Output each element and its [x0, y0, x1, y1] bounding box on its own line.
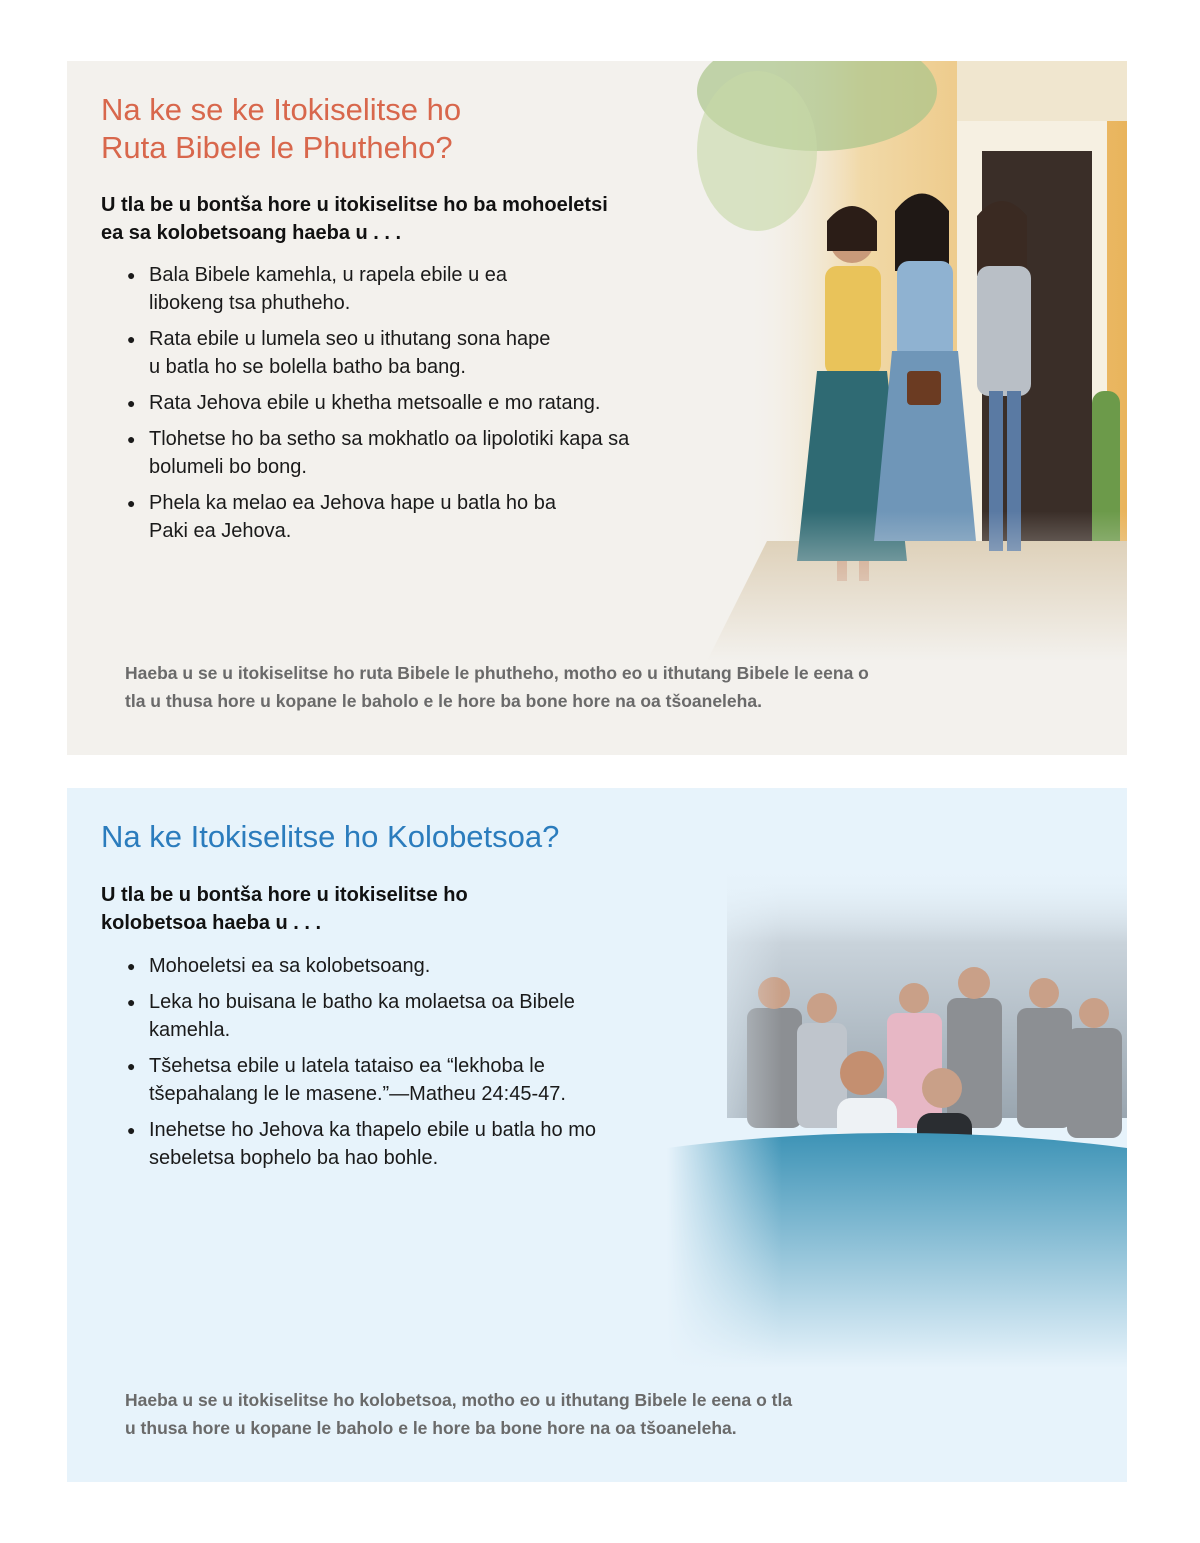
list-item-line: Phela ka melao ea Jehova hape u batla ho ba	[149, 492, 556, 514]
list-item	[127, 425, 629, 481]
note-line: Haeba u se u itokiselitse ho kolobetsoa, motho eo u ithutang Bibele le eena o tla	[125, 1390, 793, 1410]
section-title-line: Ruta Bibele le Phutheho?	[101, 130, 453, 165]
bullet-icon: ●	[127, 395, 136, 411]
list-item	[127, 389, 629, 417]
list-item-line: Tšehetsa ebile u latela tataiso ea “lekhoba le	[149, 1055, 545, 1077]
intro-line: U tla be u bontša hore u itokiselitse ho	[101, 884, 468, 906]
list-item-line: Inehetse ho Jehova ka thapelo ebile u batla ho mo	[149, 1119, 596, 1141]
bullet-icon: ●	[127, 994, 136, 1010]
intro-line: U tla be u bontša hore u itokiselitse ho ba mohoeletsi	[101, 194, 608, 216]
bullet-icon: ●	[127, 495, 136, 511]
section-intro	[101, 191, 691, 247]
list-item	[127, 261, 629, 317]
list-item	[127, 489, 629, 545]
requirements-list	[127, 952, 596, 1180]
list-item-line: tšepahalang le le masene.”—Matheu 24:45-47.	[149, 1083, 566, 1105]
note-line: Haeba u se u itokiselitse ho ruta Bibele le phutheho, motho eo u ithutang Bibele le eena o	[125, 663, 869, 683]
bullet-icon: ●	[127, 267, 136, 283]
section-title: Na ke Itokiselitse ho Kolobetsoa?	[101, 819, 560, 854]
list-item-line: Bala Bibele kamehla, u rapela ebile u ea	[149, 264, 508, 286]
baptism-illustration	[667, 848, 1127, 1368]
list-item	[127, 1116, 596, 1172]
prepare-baptism-section	[67, 788, 1127, 1482]
note-line: tla u thusa hore u kopane le baholo e le hore ba bone hore na oa tšoaneleha.	[125, 691, 762, 711]
requirements-list	[127, 261, 629, 553]
section-note	[125, 1386, 925, 1442]
list-item-line: Tlohetse ho ba setho sa mokhatlo oa lipolotiki kapa sa	[149, 428, 630, 450]
list-item-line: kamehla.	[149, 1019, 231, 1041]
section-title	[101, 91, 701, 167]
section-note	[125, 659, 1005, 715]
list-item	[127, 325, 629, 381]
list-item-line: libokeng tsa phutheho.	[149, 292, 351, 314]
section-title-line: Na ke se ke Itokiselitse ho	[101, 92, 462, 127]
list-item-line: bolumeli bo bong.	[149, 456, 307, 478]
bullet-icon: ●	[127, 1058, 136, 1074]
list-item	[127, 1052, 596, 1108]
note-line: u thusa hore u kopane le baholo e le hore ba bone hore na oa tšoaneleha.	[125, 1418, 737, 1438]
list-item	[127, 988, 596, 1044]
list-item-line: sebeletsa bophelo ba hao bohle.	[149, 1147, 439, 1169]
list-item-line: Rata Jehova ebile u khetha metsoalle e mo ratang.	[149, 392, 601, 414]
intro-line: kolobetsoa haeba u . . .	[101, 912, 322, 934]
bullet-icon: ●	[127, 431, 136, 447]
intro-line: ea sa kolobetsoang haeba u . . .	[101, 222, 402, 244]
list-item-line: Leka ho buisana le batho ka molaetsa oa Bibele	[149, 991, 575, 1013]
list-item-line: Paki ea Jehova.	[149, 520, 292, 542]
ministry-doorstep-illustration	[687, 61, 1127, 661]
list-item-line: Rata ebile u lumela seo u ithutang sona hape	[149, 328, 551, 350]
section-intro	[101, 881, 531, 937]
list-item-line: u batla ho se bolella batho ba bang.	[149, 356, 466, 378]
bullet-icon: ●	[127, 958, 136, 974]
list-item-line: Mohoeletsi ea sa kolobetsoang.	[149, 955, 431, 977]
list-item	[127, 952, 596, 980]
bullet-icon: ●	[127, 331, 136, 347]
prepare-preaching-section	[67, 61, 1127, 755]
bullet-icon: ●	[127, 1122, 136, 1138]
